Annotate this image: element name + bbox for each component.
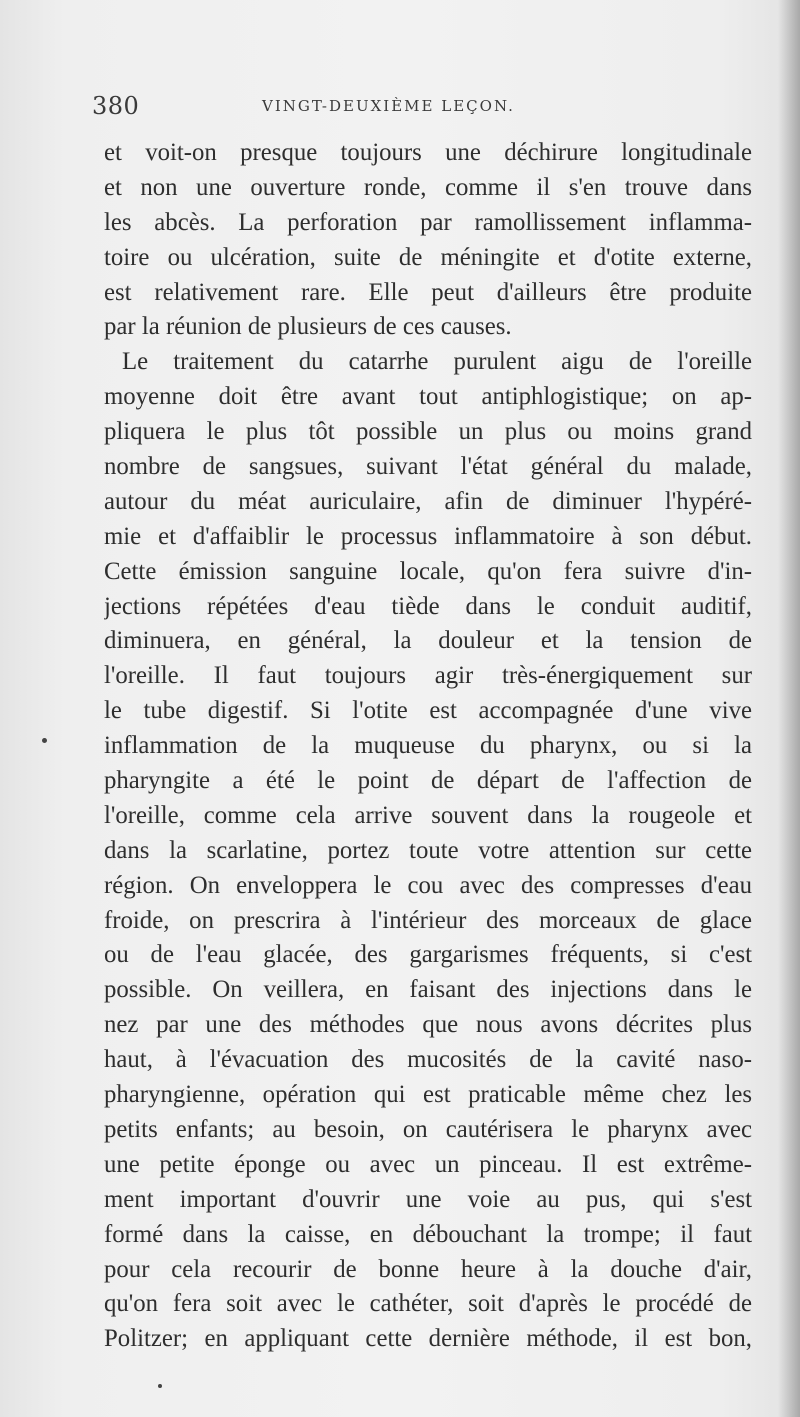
text-line: nez par une des méthodes que nous avons décrites plus xyxy=(104,1011,752,1039)
text-line: pharyngienne, opération qui est praticable même chez les xyxy=(104,1081,752,1109)
text-line: nombre de sangsues, suivant l'état général du malade, xyxy=(104,453,752,481)
text-line: pour cela recourir de bonne heure à la douche d'air, xyxy=(104,1255,752,1283)
text-line: diminuera, en général, la douleur et la tension de xyxy=(104,627,752,655)
text-line: l'oreille. Il faut toujours agir très-énergiquement sur xyxy=(104,662,752,690)
text-line: Le traitement du catarrhe purulent aigu de l'oreille xyxy=(122,348,752,376)
text-line: pharyngite a été le point de départ de l'affection de xyxy=(104,767,752,795)
text-line: Politzer; en appliquant cette dernière méthode, il est bon, xyxy=(104,1325,752,1353)
text-line: dans la scarlatine, portez toute votre attention sur cette xyxy=(104,836,752,864)
text-line: ment important d'ouvrir une voie au pus, qui s'est xyxy=(104,1185,752,1213)
text-line: région. On enveloppera le cou avec des compresses d'eau xyxy=(104,871,752,899)
text-line: autour du méat auriculaire, afin de diminuer l'hypéré- xyxy=(104,487,752,515)
text-line: le tube digestif. Si l'otite est accompagnée d'une vive xyxy=(104,697,752,725)
text-line: ou de l'eau glacée, des gargarismes fréquents, si c'est xyxy=(104,941,752,969)
text-line: petits enfants; au besoin, on cautérisera le pharynx avec xyxy=(104,1115,752,1143)
text-line: jections répétées d'eau tiède dans le conduit auditif, xyxy=(104,592,752,620)
text-line: les abcès. La perforation par ramollissement inflamma- xyxy=(104,208,752,236)
text-line: qu'on fera soit avec le cathéter, soit d'après le procédé de xyxy=(104,1290,752,1318)
text-line: froide, on prescrira à l'intérieur des morceaux de glace xyxy=(104,906,752,934)
text-line: Cette émission sanguine locale, qu'on fera suivre d'in- xyxy=(104,557,752,585)
ink-speck xyxy=(158,1384,162,1388)
ink-speck xyxy=(42,738,47,743)
text-line: inflammation de la muqueuse du pharynx, ou si la xyxy=(104,732,752,760)
binding-shadow xyxy=(778,0,800,1417)
text-line: possible. On veillera, en faisant des injections dans le xyxy=(104,976,752,1004)
text-line: haut, à l'évacuation des mucosités de la cavité naso- xyxy=(104,1046,752,1074)
page-header xyxy=(92,92,752,126)
running-title: VINGT-DEUXIÈME LEÇON. xyxy=(262,97,515,115)
text-line: une petite éponge ou avec un pinceau. Il est extrême- xyxy=(104,1150,752,1178)
text-line: et voit-on presque toujours une déchirure longitudinale xyxy=(104,139,752,166)
text-line: mie et d'affaiblir le processus inflammatoire à son début. xyxy=(104,522,752,550)
body-text xyxy=(104,136,752,1357)
text-line: par la réunion de plusieurs de ces causes. xyxy=(104,313,512,341)
text-line: et non une ouverture ronde, comme il s'en trouve dans xyxy=(104,173,752,201)
text-line: moyenne doit être avant tout antiphlogistique; on ap- xyxy=(104,383,752,411)
text-line: toire ou ulcération, suite de méningite et d'otite externe, xyxy=(104,243,752,271)
text-line: pliquera le plus tôt possible un plus ou moins grand xyxy=(104,418,752,446)
page-number: 380 xyxy=(92,92,140,120)
text-line: est relativement rare. Elle peut d'ailleurs être produite xyxy=(104,278,752,306)
text-line: formé dans la caisse, en débouchant la trompe; il faut xyxy=(104,1220,752,1248)
text-line: l'oreille, comme cela arrive souvent dans la rougeole et xyxy=(104,801,752,829)
